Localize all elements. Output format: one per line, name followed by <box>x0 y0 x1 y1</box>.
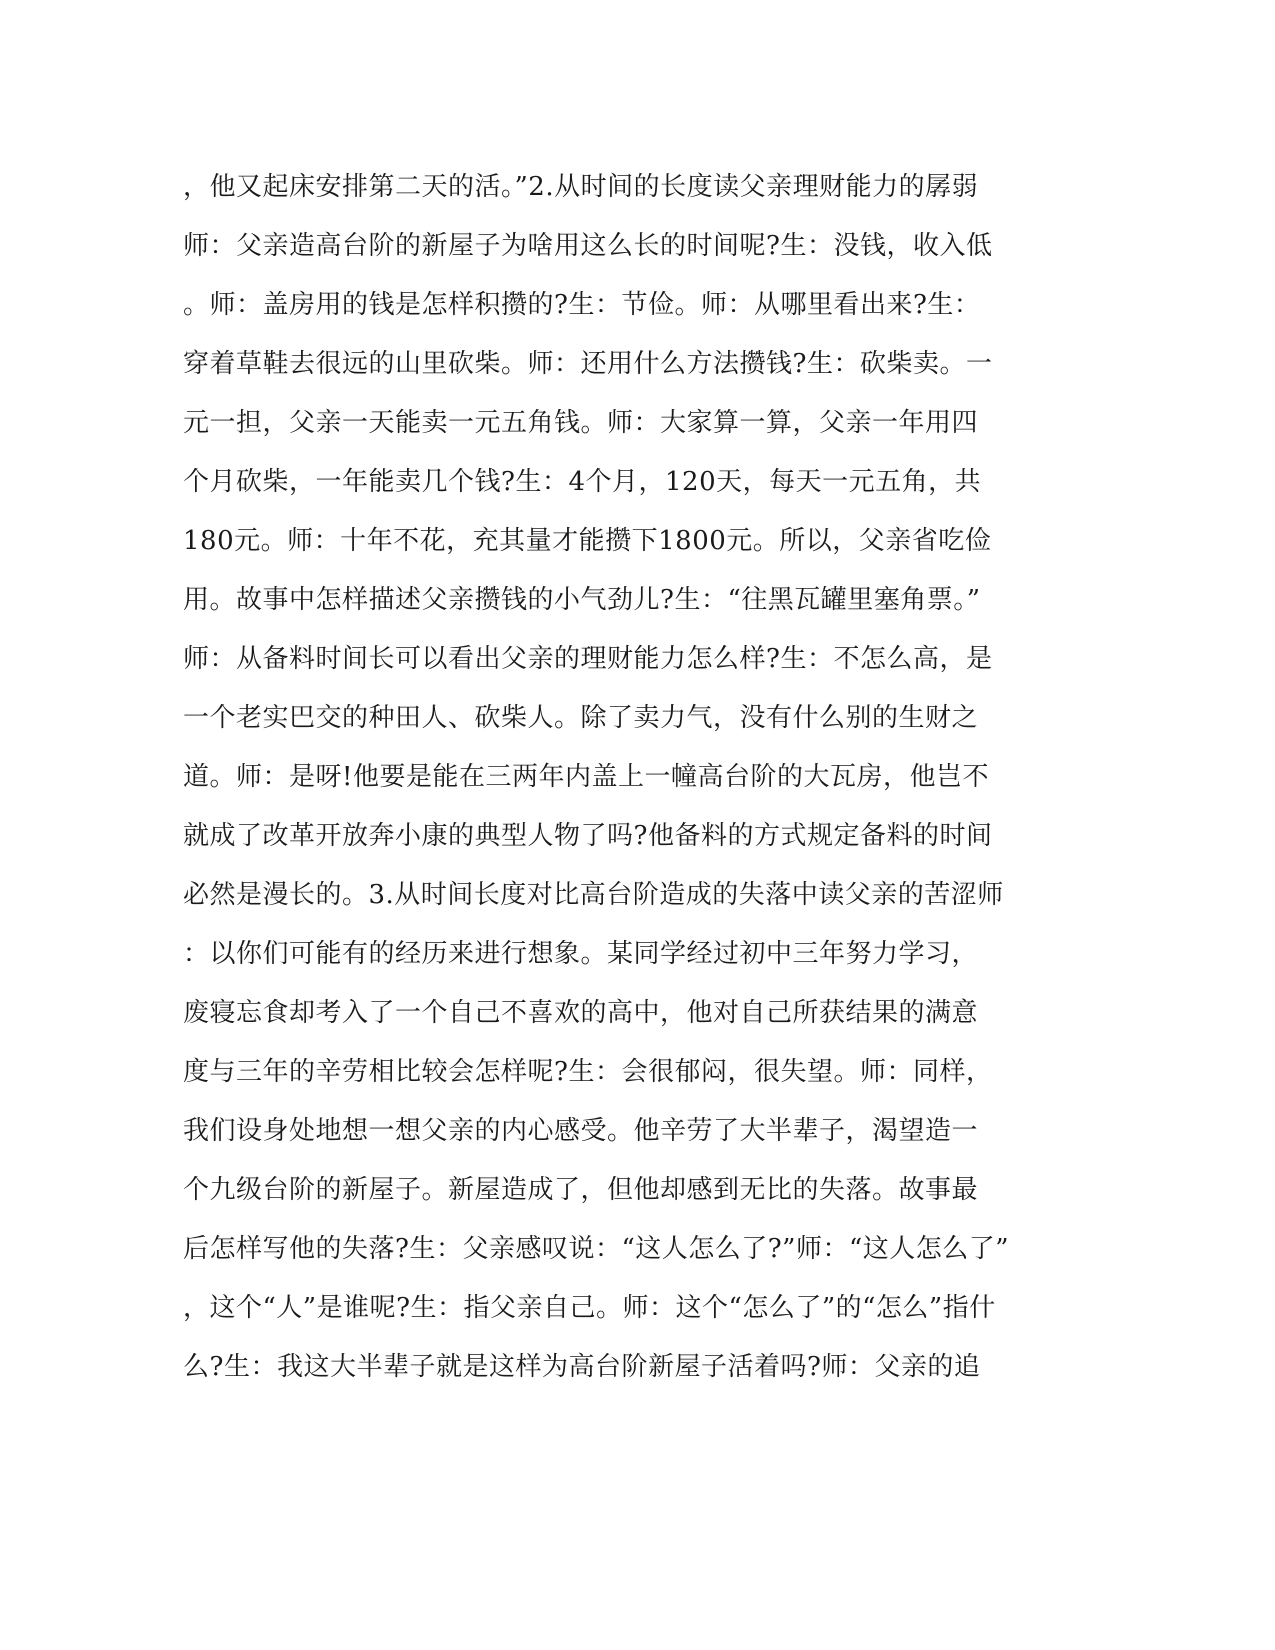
text-line: 度与三年的辛劳相比较会怎样呢?生：会很郁闷，很失望。师：同样， <box>183 1057 993 1087</box>
body-text <box>183 158 1053 1397</box>
text-line: 废寝忘食却考入了一个自己不喜欢的高中，他对自己所获结果的满意 <box>183 998 979 1028</box>
text-line: 个九级台阶的新屋子。新屋造成了，但他却感到无比的失落。故事最 <box>183 1175 979 1205</box>
text-line: 就成了改革开放奔小康的典型人物了吗?他备料的方式规定备料的时间 <box>183 821 993 851</box>
text-line: 师：从备料时间长可以看出父亲的理财能力怎么样?生：不怎么高，是 <box>183 644 993 674</box>
text-line: 一个老实巴交的种田人、砍柴人。除了卖力气，没有什么别的生财之 <box>183 703 979 733</box>
text-line: 元一担，父亲一天能卖一元五角钱。师：大家算一算，父亲一年用四 <box>183 408 979 438</box>
text-line: 用。故事中怎样描述父亲攒钱的小气劲儿?生：“往黑瓦罐里塞角票。” <box>183 585 981 615</box>
text-line: ，他又起床安排第二天的活。”2.从时间的长度读父亲理财能力的孱弱 <box>183 172 979 202</box>
text-line: 必然是漫长的。3.从时间长度对比高台阶造成的失落中读父亲的苦涩师 <box>183 880 1004 910</box>
text-line: 。师：盖房用的钱是怎样积攒的?生：节俭。师：从哪里看出来?生： <box>183 290 981 320</box>
text-line: 个月砍柴，一年能卖几个钱?生：4个月，120天，每天一元五角，共 <box>183 467 982 497</box>
text-line: 后怎样写他的失落?生：父亲感叹说：“这人怎么了?”师：“这人怎么了” <box>183 1234 1010 1264</box>
text-line: 么?生：我这大半辈子就是这样为高台阶新屋子活着吗?师：父亲的追 <box>183 1352 981 1382</box>
text-line: ，这个“人”是谁呢?生：指父亲自己。师：这个“怎么了”的“怎么”指什 <box>183 1293 996 1323</box>
text-line: ：以你们可能有的经历来进行想象。某同学经过初中三年努力学习， <box>183 939 979 969</box>
text-line: 我们设身处地想一想父亲的内心感受。他辛劳了大半辈子，渴望造一 <box>183 1116 979 1146</box>
text-line: 师：父亲造高台阶的新屋子为啥用这么长的时间呢?生：没钱，收入低 <box>183 231 993 261</box>
text-line: 穿着草鞋去很远的山里砍柴。师：还用什么方法攒钱?生：砍柴卖。一 <box>183 349 993 379</box>
text-line: 道。师：是呀!他要是能在三两年内盖上一幢高台阶的大瓦房，他岂不 <box>183 762 989 792</box>
text-line: 180元。师：十年不花，充其量才能攒下1800元。所以，父亲省吃俭 <box>183 526 992 556</box>
